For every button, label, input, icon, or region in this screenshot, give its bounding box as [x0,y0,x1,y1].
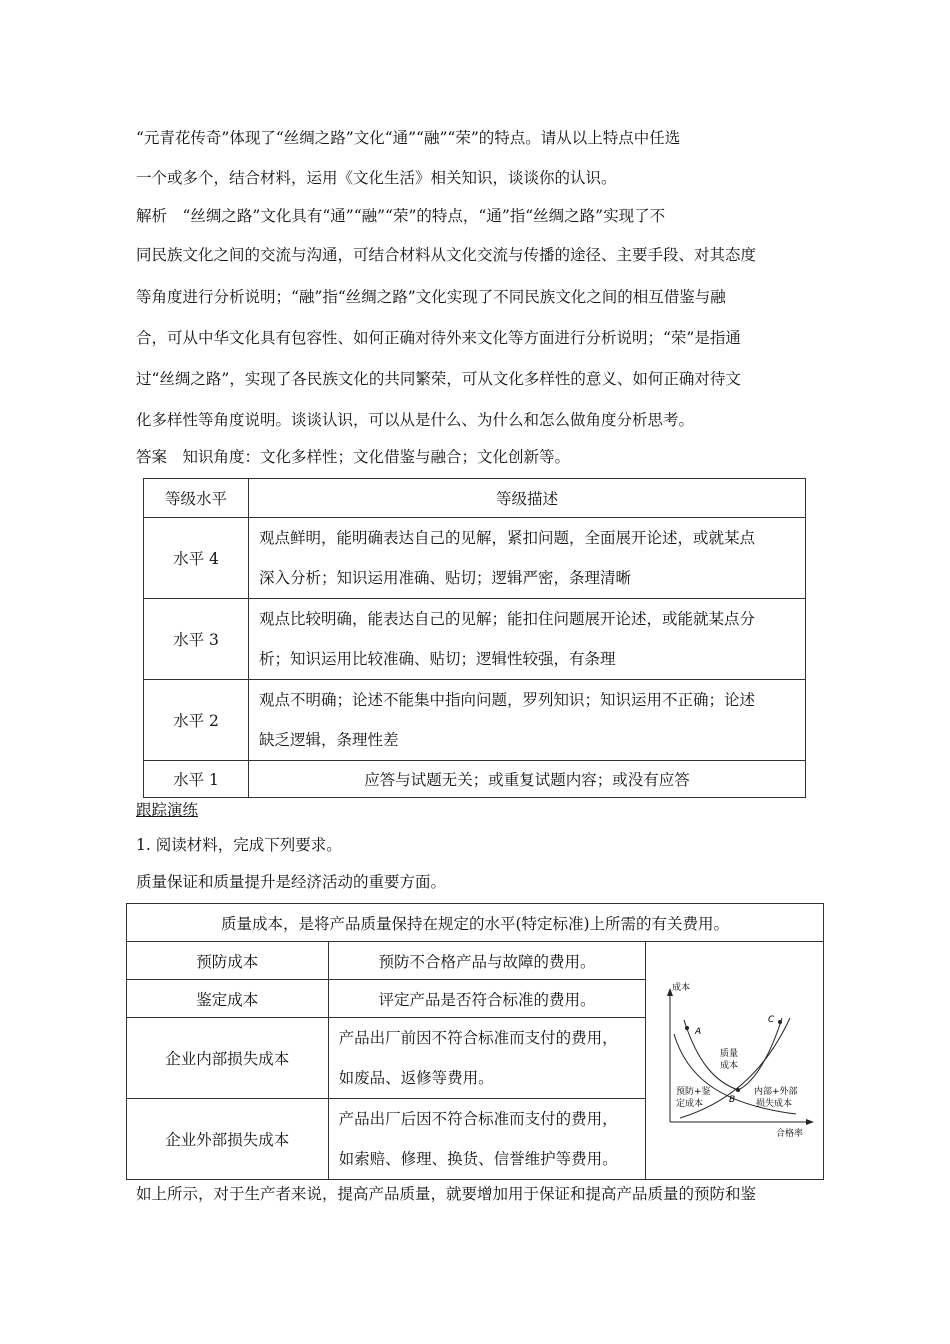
level-cell: 水平 4 [144,518,249,599]
definition-row [127,904,824,942]
answer-line: 答案 知识角度：文化多样性；文化借鉴与融合；文化创新等。 [136,448,571,466]
material-intro: 质量保证和质量提升是经济活动的重要方面。 [136,873,447,891]
quality-cost-diagram [646,964,822,1154]
analysis-line-5: 过“丝绸之路”，实现了各民族文化的共同繁荣，可从文化多样性的意义、如何正确对待文 [136,370,741,388]
x-axis-label: 合格率 [776,1128,804,1139]
y-axis-label: 成本 [672,982,691,993]
cost-name-cell: 企业内部损失成本 [127,1018,329,1099]
table-row [144,599,806,680]
point-a-label: A [695,1026,702,1037]
header-description: 等级描述 [249,479,806,518]
level-cell: 水平 3 [144,599,249,680]
cost-description-cell: 预防不合格产品与故障的费用。 [328,942,646,980]
analysis-line-6: 化多样性等角度说明。谈谈认识，可以从是什么、为什么和怎么做角度分析思考。 [136,411,695,429]
table-row [144,518,806,599]
header-level: 等级水平 [144,479,249,518]
cost-name-cell: 企业外部损失成本 [127,1099,329,1180]
point-b-dot [736,1088,740,1092]
loss-label-2: 损失成本 [756,1098,793,1109]
description-line: 析；知识运用比较准确、贴切；逻辑性较强，有条理 [259,650,616,668]
question-1: 1. 阅读材料，完成下列要求。 [136,836,342,854]
description-cell: 应答与试题无关；或重复试题内容；或没有应答 [249,761,806,798]
cost-name-cell: 鉴定成本 [127,980,329,1018]
cost-description-cell [328,1018,646,1099]
intro-line-2: 一个或多个，结合材料，运用《文化生活》相关知识，谈谈你的认识。 [136,169,617,187]
analysis-line-1: 解析 “丝绸之路”文化具有“通”“融”“荣”的特点，“通”指“丝绸之路”实现了不 [136,207,666,225]
description-line: 缺乏逻辑，条理性差 [259,731,399,749]
description-line: 如废品、返修等费用。 [338,1069,494,1087]
point-b-label: B [729,1094,736,1105]
description-line: 如索赔、修理、换货、信誉维护等费用。 [338,1150,618,1168]
description-line: 观点比较明确，能表达自己的见解；能扣住问题展开论述，或能就某点分 [259,610,756,628]
table-row [144,761,806,798]
description-line: 深入分析；知识运用准确、贴切；逻辑严密，条理清晰 [259,569,632,587]
cost-name-cell: 预防成本 [127,942,329,980]
description-line: 产品出厂后因不符合标准而支付的费用， [338,1110,618,1128]
table-row [144,680,806,761]
description-cell [249,518,806,599]
description-line: 观点鲜明，能明确表达自己的见解，紧扣问题，全面展开论述，或就某点 [259,529,756,547]
quality-cost-label-2: 成本 [720,1060,739,1071]
analysis-line-3: 等角度进行分析说明；“融”指“丝绸之路”文化实现了不同民族文化之间的相互借鉴与融 [136,288,726,306]
definition-cell: 质量成本，是将产品质量保持在规定的水平(特定标准)上所需的有关费用。 [127,904,824,942]
point-a-dot [685,1026,689,1030]
description-cell [249,599,806,680]
grading-table [143,478,806,798]
point-c-label: C [768,1014,775,1025]
description-cell [249,680,806,761]
level-cell: 水平 2 [144,680,249,761]
table-row [127,942,824,980]
level-cell: 水平 1 [144,761,249,798]
quality-cost-label-1: 质量 [720,1048,739,1059]
x-axis-arrow [806,1119,814,1125]
description-line: 产品出厂前因不符合标准而支付的费用， [338,1029,618,1047]
intro-line-1: “元青花传奇”体现了“丝绸之路”文化“通”“融”“荣”的特点。请从以上特点中任选 [136,129,681,147]
prevention-label-1: 预防+鉴 [676,1086,711,1097]
point-c-dot [778,1020,782,1024]
diagram-cell [646,942,824,1180]
description-line: 观点不明确；论述不能集中指向问题，罗列知识；知识运用不正确；论述 [259,691,756,709]
loss-label-1: 内部+外部 [754,1086,798,1097]
analysis-line-4: 合，可从中华文化具有包容性、如何正确对待外来文化等方面进行分析说明；“荣”是指通 [136,329,741,347]
last-line: 如上所示，对于生产者来说，提高产品质量，就要增加用于保证和提高产品质量的预防和鉴 [136,1185,757,1203]
cost-description-cell: 评定产品是否符合标准的费用。 [328,980,646,1018]
prevention-label-2: 定成本 [676,1098,704,1109]
analysis-line-2: 同民族文化之间的交流与沟通，可结合材料从文化交流与传播的途径、主要手段、对其态度 [136,246,757,264]
grading-header-row [144,479,806,518]
cost-description-cell [328,1099,646,1180]
quality-cost-table [126,903,824,1180]
section-title: 跟踪演练 [136,801,199,819]
